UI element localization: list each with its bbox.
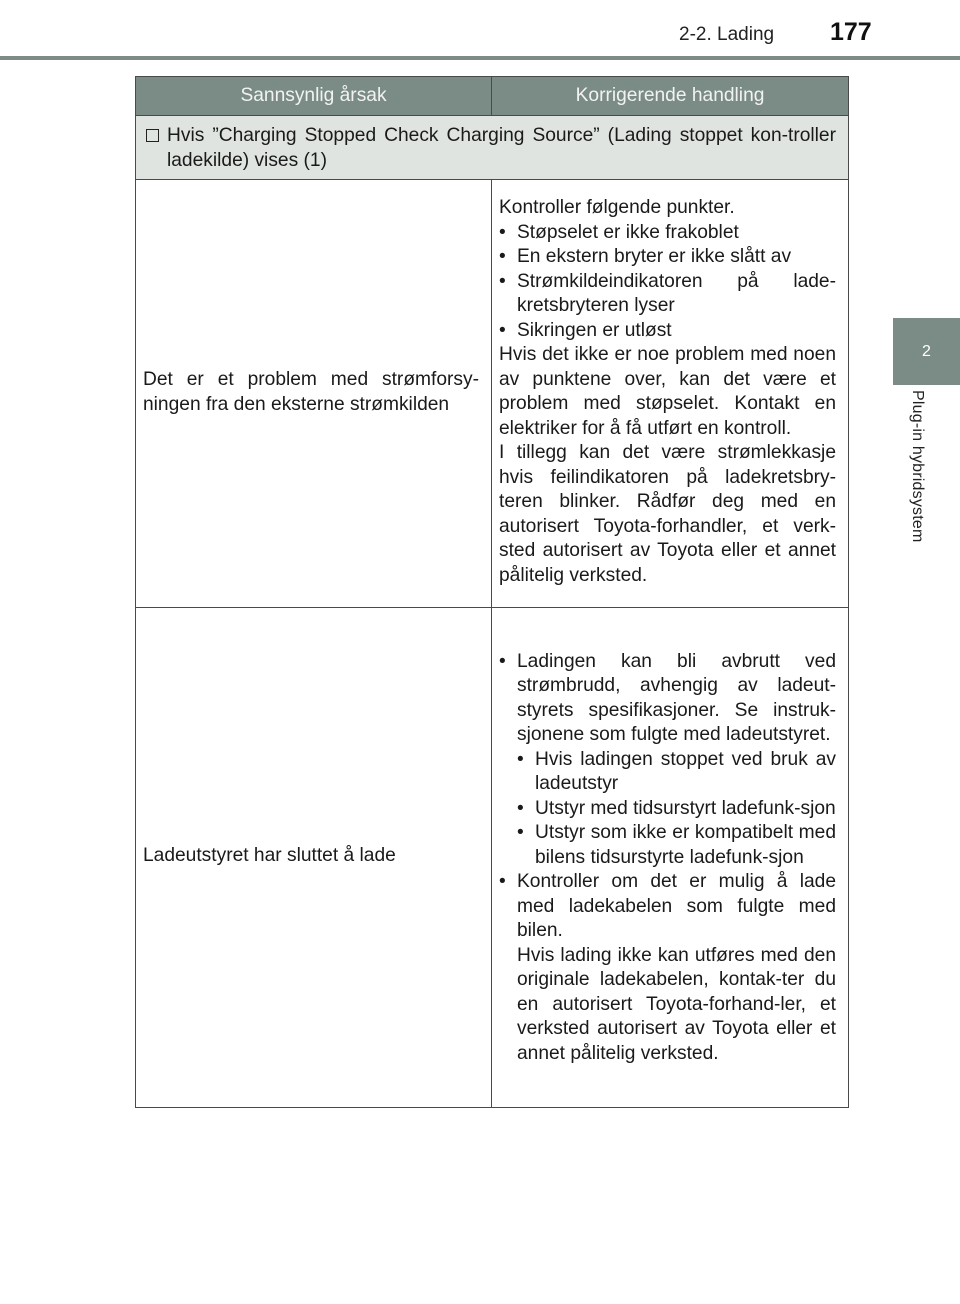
list-item: • Ladingen kan bli avbrutt ved strømbrudd, avhengig av ladeut-styrets spesifikasjoner. Se instruk-sjonene som fulgte med ladeutstyret. (499, 650, 836, 748)
list-item-text: Utstyr med tidsurstyrt ladefunk-sjon (535, 797, 836, 819)
column-header-action: Korrigerende handling (492, 77, 849, 116)
action-paragraph: I tillegg kan det være strømlekkasje hvis feilindikatoren på ladekretsbry-teren blinker. Rådfør deg med en autorisert Toyota-forhandler, et verk-sted autorisert av Toyota eller et annet pålitelig verksted. (499, 442, 836, 586)
sub-list-item: • Utstyr som ikke er kompatibelt med bilens tidsurstyrte ladefunk-sjon (499, 821, 836, 870)
chapter-number: 2 (922, 342, 931, 360)
list-item-text: Strømkildeindikatoren på lade-kretsbryteren lyser (517, 270, 836, 316)
list-item-text: Ladingen kan bli avbrutt ved strømbrudd, avhengig av ladeut-styrets spesifikasjoner. Se instruk-sjonene som fulgte med ladeutstyret. (517, 650, 836, 746)
list-item-text: Hvis ladingen stoppet ved bruk av ladeutstyr (535, 748, 836, 795)
page-number: 177 (830, 18, 872, 46)
cause-cell: Det er et problem med strømforsy-ningen fra den eksterne strømkilden (136, 180, 492, 608)
list-item-continuation: Hvis lading ikke kan utføres med den originale ladekabelen, kontak-ter du en autorisert Toyota-forhand-ler, et verksted autorisert av Toyota eller et annet pålitelig verksted. (517, 944, 836, 1064)
condition-cell (136, 116, 849, 180)
list-item-text: Utstyr som ikke er kompatibelt med bilens tidsurstyrte ladefunk-sjon (535, 822, 836, 868)
table-row (136, 180, 849, 608)
header-rule (0, 56, 960, 60)
sub-list-item: • Utstyr med tidsurstyrt ladefunk-sjon (499, 797, 836, 822)
action-cell (492, 608, 849, 1108)
cause-cell: Ladeutstyret har sluttet å lade (136, 608, 492, 1108)
action-intro: Kontroller følgende punkter. (499, 197, 735, 218)
list-item: • Støpselet er ikke frakoblet (499, 221, 836, 246)
chapter-tab (893, 318, 960, 385)
list-item-text: Sikringen er utløst (517, 319, 672, 341)
list-item: • Sikringen er utløst (499, 319, 836, 344)
sub-list-item: • Hvis ladingen stoppet ved bruk av ladeutstyr (499, 748, 836, 797)
chapter-label: Plug-in hybridsystem (909, 390, 926, 543)
action-cell (492, 180, 849, 608)
column-header-cause: Sannsynlig årsak (136, 77, 492, 116)
checkbox-icon (146, 129, 159, 142)
list-item-text: Støpselet er ikke frakoblet (517, 221, 739, 243)
list-item: • En ekstern bryter er ikke slått av (499, 245, 836, 270)
table-header-row (136, 77, 849, 116)
list-item-text: En ekstern bryter er ikke slått av (517, 246, 792, 267)
action-paragraph: Hvis det ikke er noe problem med noen av punktene over, kan det være et problem med støpselet. Kontakt en elektriker for å få utført en kontroll. (499, 344, 836, 439)
troubleshooting-table (135, 76, 849, 1108)
section-title: 2-2. Lading (679, 24, 775, 45)
table-row (136, 608, 849, 1108)
condition-row (136, 116, 849, 180)
list-item-text: Kontroller om det er mulig å lade med ladekabelen som fulgte med bilen. (517, 871, 836, 942)
list-item: • Strømkildeindikatoren på lade-kretsbryteren lyser (499, 270, 836, 319)
condition-text: Hvis ”Charging Stopped Check Charging Source” (Lading stoppet kon-troller ladekilde) vises (1) (167, 125, 836, 171)
list-item: • Kontroller om det er mulig å lade med ladekabelen som fulgte med bilen. (499, 870, 836, 944)
